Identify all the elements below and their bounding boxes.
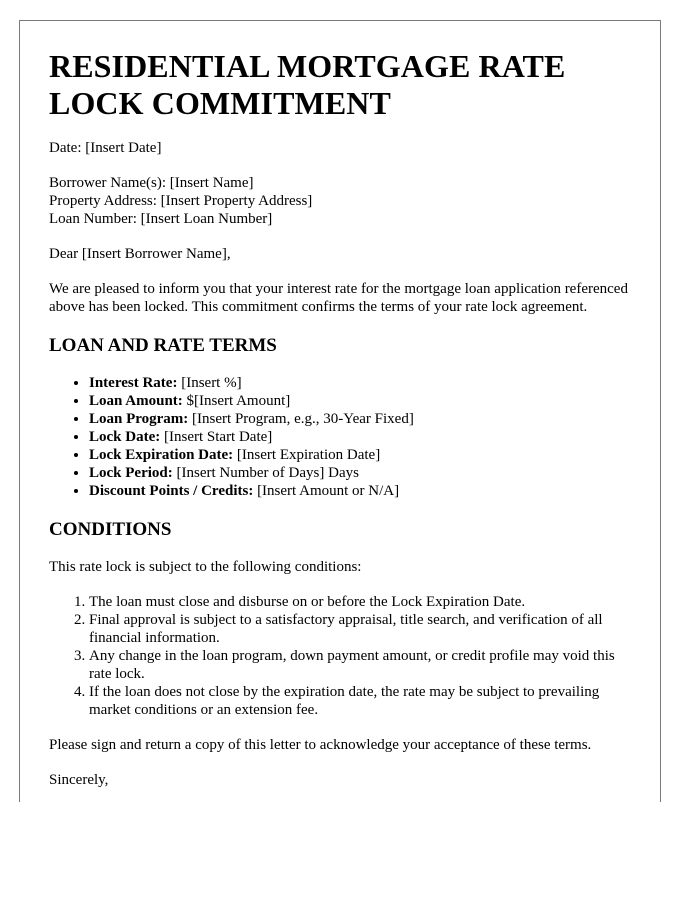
terms-list-item xyxy=(89,392,639,410)
terms-list-item xyxy=(89,464,639,482)
condition-item: 1. The loan must close and disburse on or before the Lock Expiration Date. xyxy=(89,593,639,611)
term-value: $[Insert Amount] xyxy=(182,393,291,409)
document-title: RESIDENTIAL MORTGAGE RATE LOCK COMMITMENT xyxy=(49,48,566,121)
salutation: Dear [Insert Borrower Name], xyxy=(49,246,231,262)
sign-request: Please sign and return a copy of this letter to acknowledge your acceptance of these terms. xyxy=(49,737,592,753)
terms-list-item xyxy=(89,374,639,392)
terms-list-item xyxy=(89,410,639,428)
property-address-line: Property Address: [Insert Property Address] xyxy=(49,193,313,209)
term-value: [Insert Number of Days] Days xyxy=(172,465,359,481)
letter-content xyxy=(49,48,639,789)
term-label: Interest Rate: xyxy=(89,375,178,391)
term-value: [Insert Start Date] xyxy=(160,429,273,445)
terms-list xyxy=(49,374,639,500)
term-label: Lock Date: xyxy=(89,429,161,445)
term-label: Discount Points / Credits: xyxy=(89,483,254,499)
term-value: [Insert %] xyxy=(177,375,242,391)
loan-number-line: Loan Number: [Insert Loan Number] xyxy=(49,211,273,227)
condition-item: 2. Final approval is subject to a satisfactory appraisal, title search, and verification of all financial information. xyxy=(89,611,639,647)
conditions-heading: CONDITIONS xyxy=(49,519,172,540)
term-label: Lock Expiration Date: xyxy=(89,447,234,463)
terms-list-item xyxy=(89,446,639,464)
terms-list-item xyxy=(89,428,639,446)
condition-item: 3. Any change in the loan program, down payment amount, or credit profile may void this rate lock. xyxy=(89,647,639,683)
term-value: [Insert Program, e.g., 30-Year Fixed] xyxy=(188,411,414,427)
intro-paragraph: We are pleased to inform you that your interest rate for the mortgage loan application referenced above has been locked. This commitment confirms the terms of your rate lock agreement. xyxy=(49,281,628,315)
term-value: [Insert Amount or N/A] xyxy=(253,483,400,499)
condition-item: 4. If the loan does not close by the expiration date, the rate may be subject to prevailing market conditions or an extension fee. xyxy=(89,683,639,719)
terms-heading: LOAN AND RATE TERMS xyxy=(49,335,277,356)
term-value: [Insert Expiration Date] xyxy=(233,447,381,463)
borrower-name-line: Borrower Name(s): [Insert Name] xyxy=(49,175,254,191)
term-label: Loan Program: xyxy=(89,411,189,427)
date-line: Date: [Insert Date] xyxy=(49,140,162,156)
term-label: Lock Period: xyxy=(89,465,173,481)
conditions-intro: This rate lock is subject to the following conditions: xyxy=(49,559,362,575)
letter-page xyxy=(19,20,661,802)
term-label: Loan Amount: xyxy=(89,393,183,409)
borrower-info xyxy=(49,174,639,228)
conditions-list xyxy=(49,593,639,719)
closing: Sincerely, xyxy=(49,772,109,788)
terms-list-item xyxy=(89,482,639,500)
